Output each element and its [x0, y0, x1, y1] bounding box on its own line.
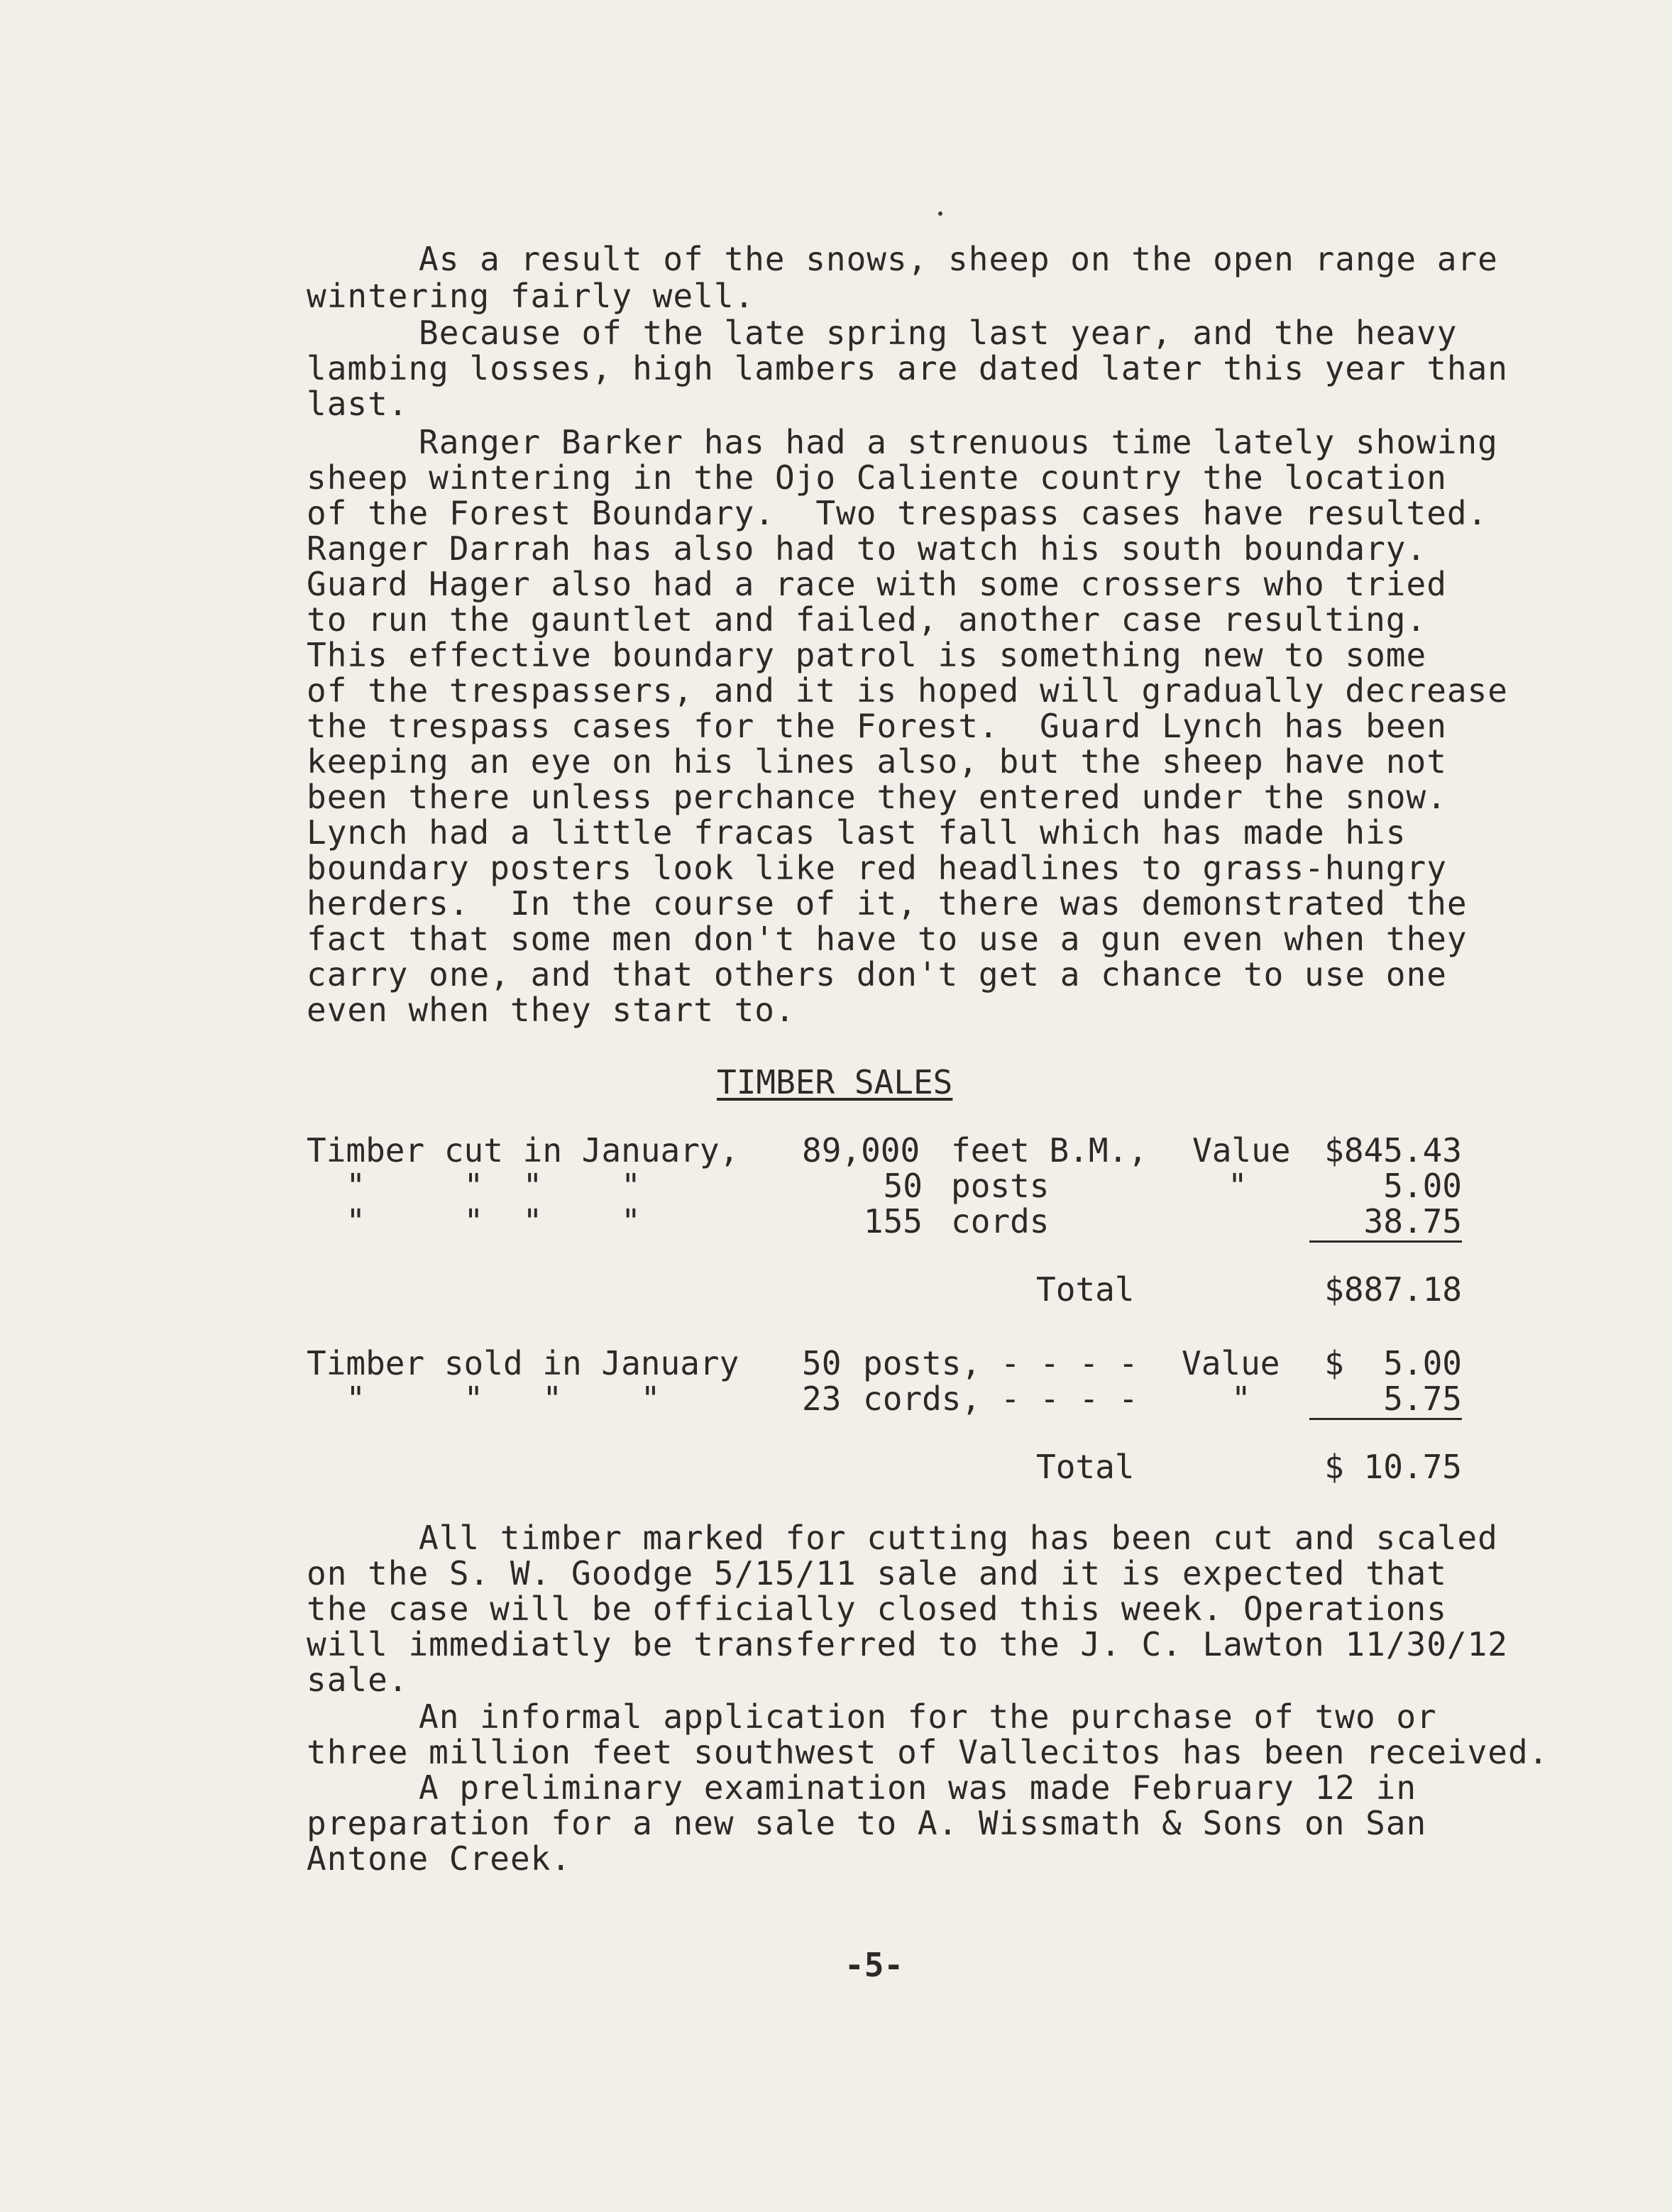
sold-row-1-qty: 50	[802, 1344, 842, 1382]
cut-total-amount: $887.18	[1324, 1270, 1462, 1309]
para3-line-1: Ranger Barker has had a strenuous time lately showing	[419, 423, 1498, 461]
cut-row-2-label: " " " "	[307, 1167, 700, 1205]
para6-line-2: preparation for a new sale to A. Wissmath & Sons on San	[307, 1804, 1427, 1842]
sold-row-2-qty: 23	[802, 1380, 842, 1418]
para3-line-17: even when they start to.	[307, 991, 796, 1029]
sold-row-1-amount: $ 5.00	[1324, 1344, 1462, 1382]
para4-line-1: All timber marked for cutting has been cut and scaled	[419, 1519, 1498, 1557]
para6-line-3: Antone Creek.	[307, 1839, 572, 1878]
para5-line-1: An informal application for the purchase of two or	[419, 1697, 1437, 1736]
sold-row-1-unit: posts, - - - -	[863, 1344, 1138, 1382]
sold-row-1-value-label: Value	[1182, 1344, 1280, 1382]
cut-total-label: Total	[1036, 1270, 1135, 1309]
cut-row-2-qty: 50	[883, 1167, 923, 1205]
page-number: -5-	[845, 1946, 904, 1984]
sold-row-2-amount: 5.75	[1383, 1380, 1462, 1418]
para3-line-14: herders. In the course of it, there was demonstrated the	[307, 884, 1468, 923]
para3-line-7: This effective boundary patrol is something new to some	[307, 636, 1427, 674]
cut-row-2-amount: 5.00	[1383, 1167, 1462, 1205]
section-heading-timber-sales: TIMBER SALES	[717, 1063, 953, 1101]
cut-row-1-qty: 89,000	[802, 1131, 920, 1170]
sold-total-label: Total	[1036, 1448, 1135, 1486]
para2-line-1: Because of the late spring last year, and the heavy	[419, 314, 1458, 352]
cut-row-1-amount: $845.43	[1324, 1131, 1462, 1170]
sold-row-2-label: " " " "	[307, 1380, 720, 1418]
cut-row-3-label: " " " "	[307, 1202, 700, 1240]
para3-line-15: fact that some men don't have to use a gun even when they	[307, 920, 1468, 958]
para3-line-8: of the trespassers, and it is hoped will gradually decrease	[307, 671, 1508, 710]
para3-line-10: keeping an eye on his lines also, but the sheep have not	[307, 742, 1447, 781]
para3-line-3: of the Forest Boundary. Two trespass cases have resulted.	[307, 494, 1488, 532]
sold-total-rule	[1309, 1418, 1462, 1420]
para1-line-1: As a result of the snows, sheep on the open range are	[419, 240, 1498, 278]
para1-line-2: wintering fairly well.	[307, 277, 755, 315]
sold-total-amount: $ 10.75	[1324, 1448, 1462, 1486]
para4-line-4: will immediatly be transferred to the J. C. Lawton 11/30/12	[307, 1625, 1508, 1663]
para6-line-1: A preliminary examination was made February 12 in	[419, 1768, 1417, 1807]
cut-row-2-unit: posts	[951, 1167, 1050, 1205]
para5-line-2: three million feet southwest of Vallecitos has been received.	[307, 1733, 1549, 1771]
cut-row-3-amount: 38.75	[1363, 1202, 1462, 1240]
para4-line-3: the case will be officially closed this week. Operations	[307, 1590, 1447, 1628]
para3-line-16: carry one, and that others don't get a chance to use one	[307, 955, 1447, 994]
sold-row-2-unit: cords, - - - -	[863, 1380, 1138, 1418]
para3-line-12: Lynch had a little fracas last fall which has made his	[307, 813, 1407, 852]
cut-row-2-value-label: "	[1228, 1167, 1248, 1205]
para3-line-5: Guard Hager also had a race with some crossers who tried	[307, 565, 1447, 603]
para2-line-3: last.	[307, 385, 409, 423]
para3-line-2: sheep wintering in the Ojo Caliente country the location	[307, 458, 1447, 497]
cut-row-3-unit: cords	[951, 1202, 1050, 1240]
cut-row-1-label: Timber cut in January,	[307, 1131, 739, 1170]
para4-line-2: on the S. W. Goodge 5/15/11 sale and it is expected that	[307, 1554, 1447, 1592]
sold-row-1-label: Timber sold in January	[307, 1344, 739, 1382]
para3-line-11: been there unless perchance they entered under the snow.	[307, 778, 1447, 816]
para3-line-9: the trespass cases for the Forest. Guard Lynch has been	[307, 707, 1447, 745]
cut-row-1-unit: feet B.M.,	[951, 1131, 1148, 1170]
ink-speck	[938, 211, 942, 216]
cut-row-1-value-label: Value	[1192, 1131, 1291, 1170]
para3-line-13: boundary posters look like red headlines to grass-hungry	[307, 849, 1447, 887]
para3-line-6: to run the gauntlet and failed, another case resulting.	[307, 600, 1427, 639]
para2-line-2: lambing losses, high lambers are dated later this year than	[307, 349, 1508, 387]
para4-line-5: sale.	[307, 1661, 409, 1699]
cut-row-3-qty: 155	[863, 1202, 923, 1240]
cut-total-rule	[1309, 1240, 1462, 1243]
sold-row-2-value-label: "	[1231, 1380, 1251, 1418]
para3-line-4: Ranger Darrah has also had to watch his south boundary.	[307, 529, 1427, 568]
